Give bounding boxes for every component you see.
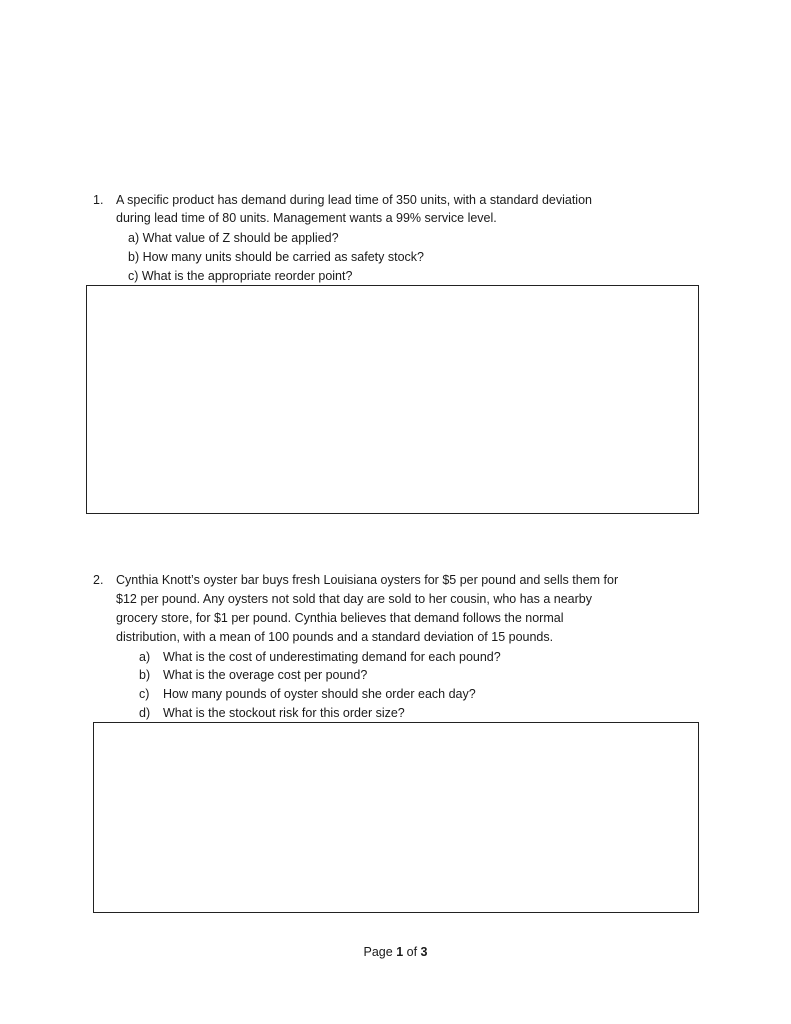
question-number: 2. xyxy=(93,573,104,587)
subquestion-a-text: What is the cost of underestimating demand for each pound? xyxy=(163,650,501,664)
subquestion-c: c) What is the appropriate reorder point? xyxy=(128,269,353,283)
subquestion-c-text: How many pounds of oyster should she order each day? xyxy=(163,687,476,701)
subquestion-a: a) What value of Z should be applied? xyxy=(128,231,339,245)
subquestion-a-label: a) xyxy=(139,650,151,664)
subquestion-b-text: What is the overage cost per pound? xyxy=(163,668,368,682)
question-text-line: A specific product has demand during lead time of 350 units, with a standard deviation xyxy=(116,193,592,207)
question-text-line: $12 per pound. Any oysters not sold that day are sold to her cousin, who has a nearby xyxy=(116,592,592,606)
total-pages-number: 3 xyxy=(420,945,428,959)
subquestion-d-text: What is the stockout risk for this order size? xyxy=(163,706,405,720)
answer-box-2[interactable] xyxy=(93,722,699,913)
question-text-line: distribution, with a mean of 100 pounds and a standard deviation of 15 pounds. xyxy=(116,630,554,644)
question-text-line: Cynthia Knott’s oyster bar buys fresh Louisiana oysters for $5 per pound and sells them for xyxy=(116,573,619,587)
subquestion-c-label: c) xyxy=(139,687,150,701)
question-text-line: during lead time of 80 units. Management wants a 99% service level. xyxy=(116,211,497,225)
subquestion-b: b) How many units should be carried as safety stock? xyxy=(128,250,424,264)
question-text-line: grocery store, for $1 per pound. Cynthia believes that demand follows the normal xyxy=(116,611,564,625)
page-word: Page xyxy=(363,945,393,959)
current-page-number: 1 xyxy=(396,945,404,959)
subquestion-d-label: d) xyxy=(139,706,151,720)
answer-box-1[interactable] xyxy=(86,285,699,514)
page-footer xyxy=(0,943,791,961)
question-number: 1. xyxy=(93,193,104,207)
subquestion-b-label: b) xyxy=(139,668,151,682)
of-word: of xyxy=(406,945,418,959)
